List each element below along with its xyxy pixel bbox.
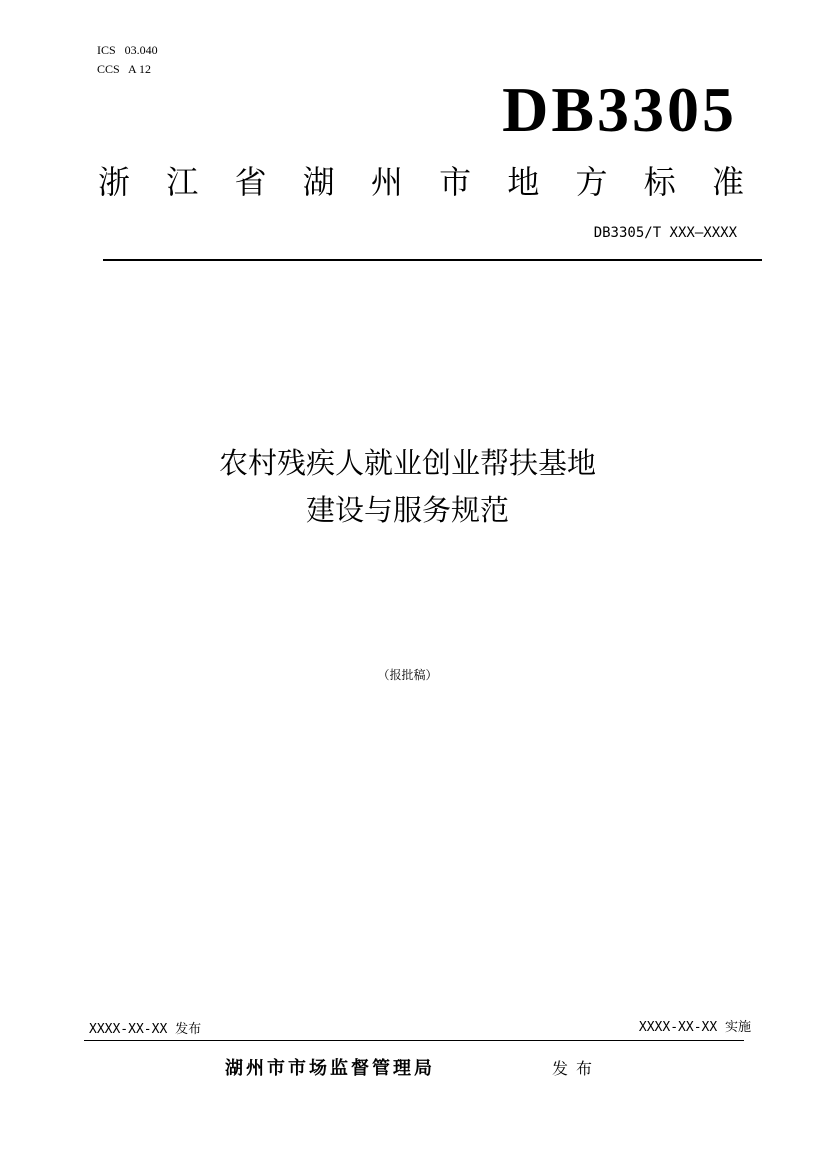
standard-type-heading [98,158,744,202]
document-title-line-1: 农村残疾人就业创业帮扶基地 [218,446,596,480]
standard-type-char: 州 [370,163,403,201]
standard-type-char: 方 [575,163,608,201]
ics-code: ICS 03.040 [97,43,158,57]
standard-type-char: 地 [507,163,540,201]
ccs-code: CCS A 12 [97,62,152,76]
standard-type-char: 市 [439,163,472,201]
standard-number: DB3305/T XXX—XXXX [593,225,737,241]
standard-type-char: 江 [166,163,199,201]
standard-type-char: 湖 [302,163,335,201]
implement-date: XXXX-XX-XX 实施 [638,1020,751,1035]
standard-type-char: 准 [711,163,744,201]
issue-label: 发布 [552,1059,601,1078]
draft-status: （报批稿） [377,668,438,682]
standard-code-mark: DB3305 [502,74,737,145]
footer-divider [84,1040,744,1041]
issuing-authority: 湖州市市场监督管理局 [225,1058,435,1079]
standard-type-char: 浙 [98,163,131,201]
standard-type-char: 省 [234,163,267,201]
standard-type-char: 标 [643,163,676,201]
header-divider [103,259,762,261]
document-title-line-2: 建设与服务规范 [305,493,509,527]
publish-date: XXXX-XX-XX 发布 [89,1022,202,1037]
